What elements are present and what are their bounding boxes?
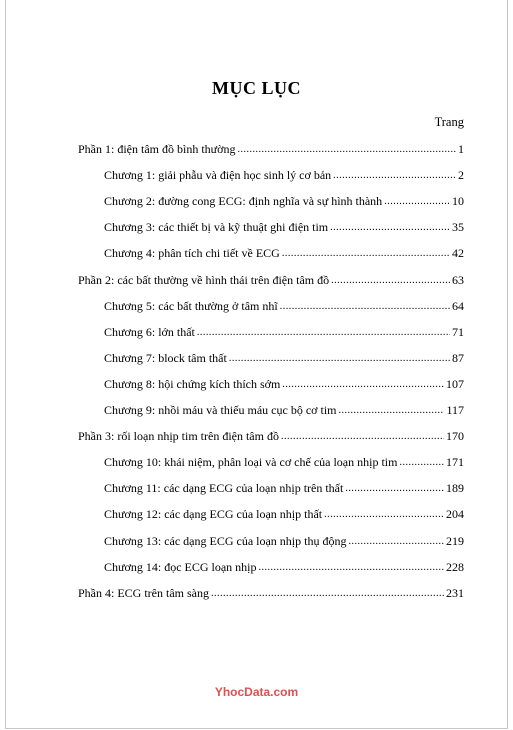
toc-entry-label: Phần 1: điện tâm đồ bình thường xyxy=(78,142,236,156)
toc-entry-label: Chương 6: lớn thất xyxy=(104,324,195,339)
toc-entry-label: Chương 8: hội chứng kích thích sớm xyxy=(104,376,281,391)
toc-entry-page: 189 xyxy=(446,481,464,496)
toc-entry-label: Chương 10: khái niệm, phân loại và cơ chế của loạn nhịp tim xyxy=(104,455,398,470)
toc-entry-label: Chương 13: các dạng ECG của loạn nhịp thụ động xyxy=(104,533,347,548)
dot-leader xyxy=(339,404,445,418)
toc-chapter-entry xyxy=(104,351,464,367)
toc-part-entry xyxy=(78,429,464,445)
dot-leader xyxy=(331,274,450,288)
toc-entry-label: Chương 9: nhồi máu và thiếu máu cục bộ cơ tim xyxy=(104,403,337,417)
page-title: MỤC LỤC xyxy=(212,78,301,98)
toc-entry-page: 64 xyxy=(452,298,464,313)
toc-entry-page: 204 xyxy=(446,507,464,522)
dot-leader xyxy=(259,561,444,575)
toc-chapter-entry xyxy=(104,194,464,210)
dot-leader xyxy=(281,430,444,444)
toc-chapter-entry xyxy=(104,481,464,497)
toc-part-entry xyxy=(78,586,464,602)
toc-chapter-entry xyxy=(104,325,464,341)
dot-leader xyxy=(238,143,456,157)
toc-chapter-entry xyxy=(104,246,464,262)
toc-entry-page: 171 xyxy=(446,455,464,470)
toc-entry-page: 219 xyxy=(446,533,464,548)
toc-chapter-entry xyxy=(104,455,464,471)
toc-chapter-entry xyxy=(104,220,464,236)
toc-entry-label: Chương 7: block tâm thất xyxy=(104,350,227,365)
toc-entry-page: 71 xyxy=(452,324,464,339)
watermark-logo: YhocData.com xyxy=(214,685,299,699)
toc-chapter-entry xyxy=(104,377,464,393)
toc-entry-page: 117 xyxy=(446,403,464,417)
toc-entry-label: Chương 4: phân tích chi tiết về ECG xyxy=(104,246,280,261)
toc-entry-page: 2 xyxy=(458,168,464,183)
dot-leader xyxy=(324,508,444,522)
dot-leader xyxy=(282,378,444,392)
toc-entry-page: 107 xyxy=(446,376,464,391)
toc-entry-page: 10 xyxy=(452,194,464,209)
dot-leader xyxy=(348,535,444,549)
toc-entry-label: Phần 3: rối loạn nhịp tim trên điện tâm đồ xyxy=(78,429,279,444)
toc-entry-label: Chương 11: các dạng ECG của loạn nhịp trên thất xyxy=(104,481,344,496)
toc-entry-label: Chương 2: đường cong ECG: định nghĩa và sự hình thành xyxy=(104,194,383,209)
toc-chapter-entry xyxy=(104,168,464,184)
dot-leader xyxy=(211,587,444,601)
toc-entry-page: 63 xyxy=(452,272,464,287)
toc-part-entry xyxy=(78,273,464,289)
dot-leader xyxy=(280,300,450,314)
toc-entry-page: 87 xyxy=(452,350,464,365)
dot-leader xyxy=(282,247,450,261)
toc-entry-page: 170 xyxy=(446,429,464,444)
toc-chapter-entry xyxy=(104,560,464,576)
toc-entry-page: 35 xyxy=(452,220,464,235)
toc-chapter-entry xyxy=(104,534,464,550)
toc-entry-page: 231 xyxy=(446,585,464,600)
dot-leader xyxy=(384,195,450,209)
dot-leader xyxy=(345,482,444,496)
dot-leader xyxy=(330,221,450,235)
toc-chapter-entry xyxy=(104,299,464,315)
toc-entry-label: Phần 2: các bất thường về hình thái trên điện tâm đồ xyxy=(78,272,330,287)
toc-chapter-entry xyxy=(104,403,464,419)
toc-entry-page: 42 xyxy=(452,246,464,261)
toc-entry-label: Chương 14: đọc ECG loạn nhịp xyxy=(104,559,257,574)
toc-entry-label: Chương 1: giải phẫu và điện học sinh lý cơ bản xyxy=(104,168,332,183)
toc-entry-label: Chương 5: các bất thường ở tâm nhĩ xyxy=(104,298,278,313)
dot-leader xyxy=(229,352,450,366)
toc-chapter-entry xyxy=(104,507,464,523)
toc-entry-page: 1 xyxy=(458,142,464,156)
dot-leader xyxy=(197,326,450,340)
toc-entry-label: Chương 3: các thiết bị và kỹ thuật ghi điện tim xyxy=(104,220,329,235)
dot-leader xyxy=(333,169,456,183)
toc-entry-label: Phần 4: ECG trên tâm sàng xyxy=(78,585,209,600)
toc-part-entry xyxy=(78,142,464,158)
toc-entry-page: 228 xyxy=(446,559,464,574)
toc-entry-label: Chương 12: các dạng ECG của loạn nhịp thất xyxy=(104,507,323,522)
dot-leader xyxy=(399,456,444,470)
page-column-header: Trang xyxy=(434,115,464,129)
